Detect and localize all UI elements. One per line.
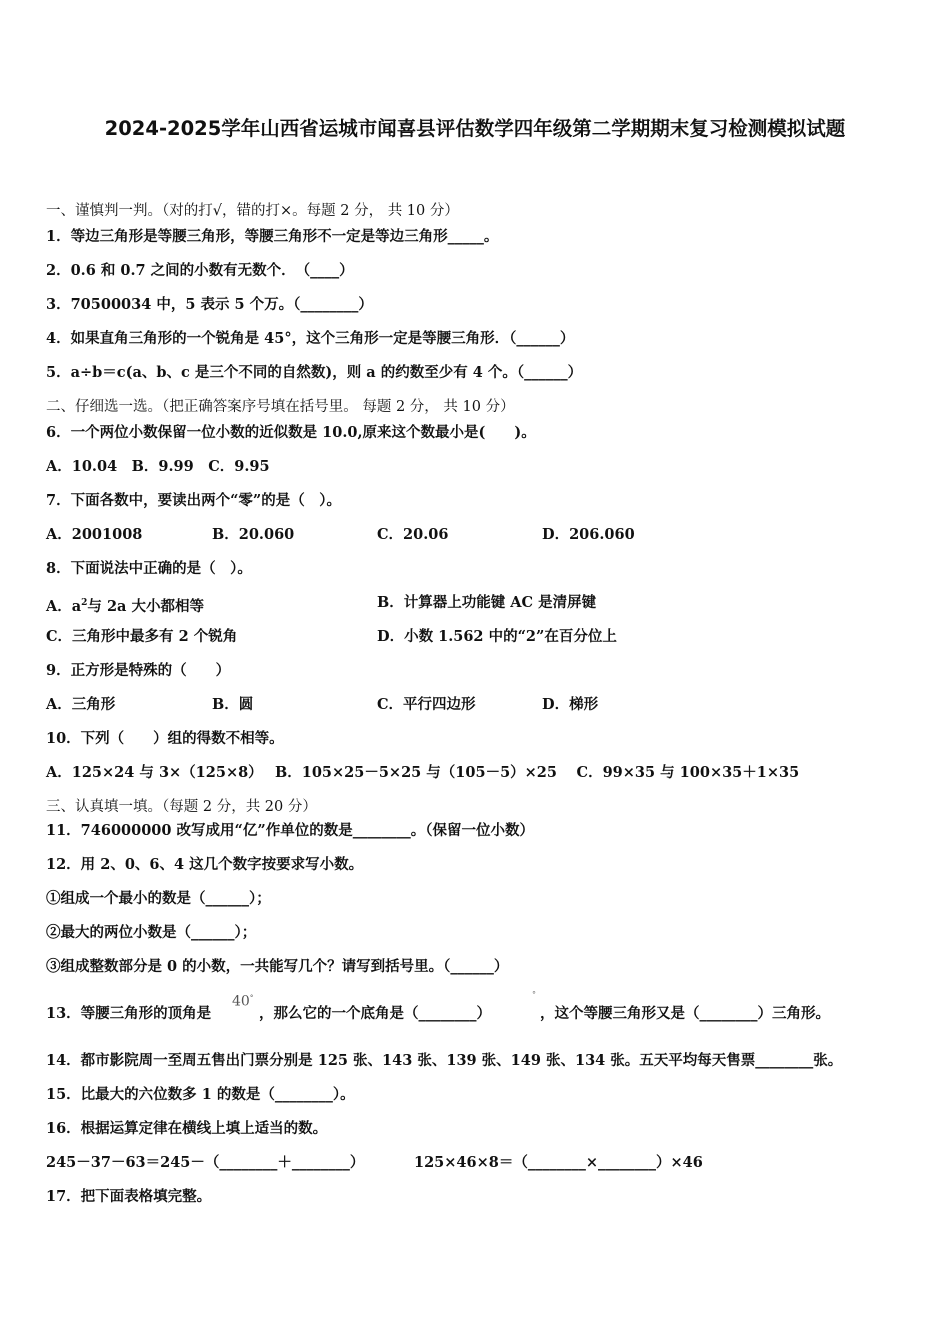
question-9-option-c: C．平行四边形 [377,696,476,713]
degree-mark: ° [532,990,536,999]
question-8-option-b: B．计算器上功能键 AC 是清屏键 [377,594,597,611]
question-8: 8．下面说法中正确的是（ ）。 [46,560,252,577]
question-12-part-1: ①组成一个最小的数是（______）； [46,890,271,907]
question-16: 16．根据运算定律在横线上填上适当的数。 [46,1120,328,1137]
question-2: 2．0.6 和 0.7 之间的小数有无数个． （____） [46,262,354,279]
question-5: 5．a÷b＝c(a、b、c 是三个不同的自然数)，则 a 的约数至少有 4 个。（______） [46,364,583,381]
question-8-option-d: D．小数 1.562 中的“2”在百分位上 [377,628,617,645]
question-16-part-a: 245－37－63＝245－（________＋________） [46,1154,365,1171]
question-7-option-b: B．20.060 [212,526,295,543]
section-2-heading: 二、仔细选一选。（把正确答案序号填在括号里。 每题 2 分， 共 10 分） [46,399,515,415]
question-13-part-a: 13．等腰三角形的顶角是 [46,1005,212,1022]
question-9-option-b: B．圆 [212,696,254,713]
question-13-part-b: ，那么它的一个底角是（________） [259,1005,491,1022]
question-12-part-3: ③组成整数部分是 0 的小数，一共能写几个？请写到括号里。（______） [46,958,509,975]
question-8-option-c: C．三角形中最多有 2 个锐角 [46,628,238,645]
angle-40-degree-figure: 40° [232,993,254,1010]
question-9-option-d: D．梯形 [542,696,599,713]
question-7-option-c: C．20.06 [377,526,449,543]
question-12-part-2: ②最大的两位小数是（______）； [46,924,257,941]
question-6-options: A．10.04 B．9.99 C．9.95 [46,458,270,475]
question-12: 12．用 2、0、6、4 这几个数字按要求写小数。 [46,856,364,873]
question-7: 7．下面各数中，要读出两个“零”的是（ ）。 [46,492,342,509]
section-3-heading: 三、认真填一填。（每题 2 分，共 20 分） [46,799,317,815]
question-4: 4．如果直角三角形的一个锐角是 45°，这个三角形一定是等腰三角形．（______） [46,330,575,347]
question-16-part-b: 125×46×8＝（________×________）×46 [414,1154,703,1171]
section-1-heading: 一、谨慎判一判。（对的打√，错的打×。每题 2 分， 共 10 分） [46,203,459,219]
question-10: 10．下列（ ）组的得数不相等。 [46,730,284,747]
question-13-part-c: ，这个等腰三角形又是（________）三角形。 [540,1005,830,1022]
question-9: 9．正方形是特殊的（ ） [46,662,231,679]
question-7-option-d: D．206.060 [542,526,635,543]
question-8-option-a: A．$a^2$与 2a 大小都相等 [46,597,205,615]
question-10-options: A．125×24 与 3×（125×8） B．105×25－5×25 与（105－5）×25 C．99×35 与 100×35＋1×35 [46,764,800,781]
question-15: 15．比最大的六位数多 1 的数是（________）。 [46,1086,355,1103]
question-9-option-a: A．三角形 [46,696,116,713]
document-title: 2024-2025学年山西省运城市闻喜县评估数学四年级第二学期期末复习检测模拟试题 [104,117,846,140]
question-7-option-a: A．2001008 [46,526,143,543]
question-3: 3．70500034 中，5 表示 5 个万。（________） [46,296,373,313]
question-6: 6．一个两位小数保留一位小数的近似数是 10.0,原来这个数最小是( )。 [46,424,536,441]
question-1: 1．等边三角形是等腰三角形，等腰三角形不一定是等边三角形_____。 [46,228,499,245]
question-14: 14．都市影院周一至周五售出门票分别是 125 张、143 张、139 张、149 张、134 张。五天平均每天售票________张。 [46,1052,843,1069]
question-17: 17．把下面表格填完整。 [46,1188,212,1205]
question-11: 11．746000000 改写成用“亿”作单位的数是________。（保留一位小数） [46,822,534,839]
